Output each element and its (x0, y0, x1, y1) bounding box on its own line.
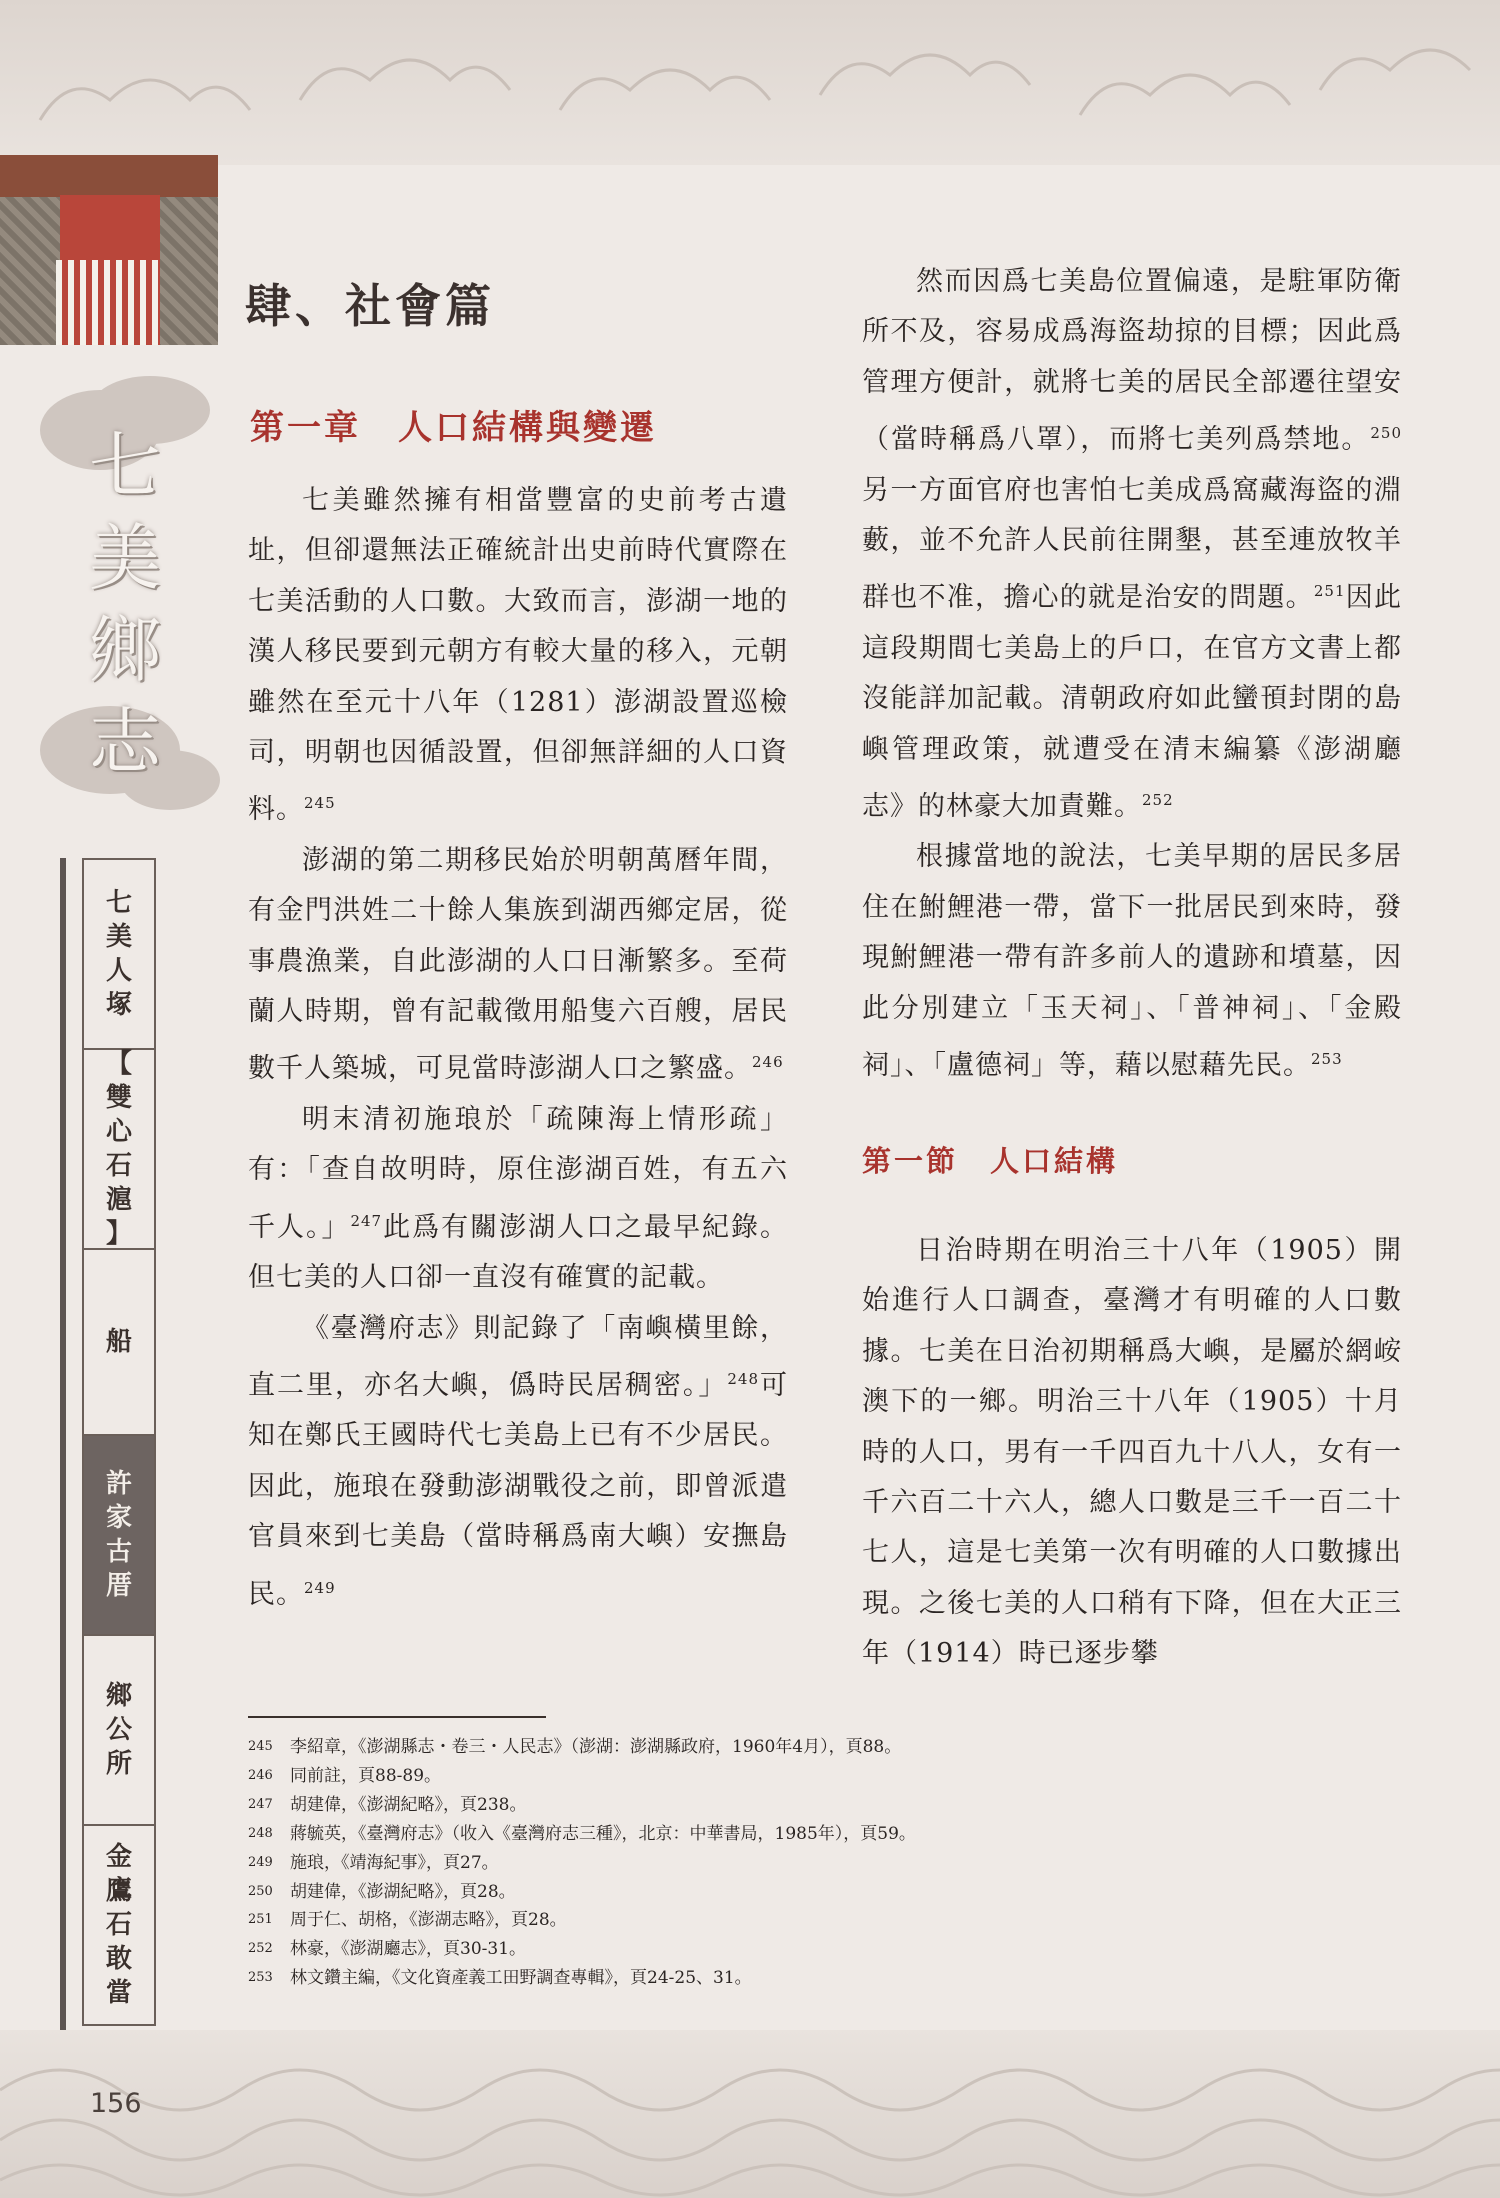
footnote-item (248, 1820, 1148, 1849)
footnote-number: 248 (248, 1825, 273, 1841)
sidebar-accent-bar (60, 858, 66, 2038)
footnote-ref[interactable]: 251 (1313, 582, 1346, 601)
footnote-divider (248, 1716, 546, 1718)
footnote-item (248, 1849, 1148, 1878)
footnote-item (248, 1906, 1148, 1935)
footnote-ref[interactable]: 253 (1311, 1050, 1343, 1069)
footnote-text: 蔣毓英，《臺灣府志》（收入《臺灣府志三種》，北京：中華書局，1985年），頁59。 (290, 1823, 916, 1844)
footnote-text: 同前註，頁88-89。 (290, 1765, 442, 1786)
part-title: 肆、社會篇 (245, 279, 495, 333)
footnote-number: 250 (248, 1883, 273, 1899)
footnote-item (248, 1964, 1148, 1993)
footnote-number: 246 (248, 1767, 273, 1783)
heritage-house-photo (0, 155, 218, 345)
wave-pattern-bottom (0, 2030, 1500, 2198)
paragraph: 根據當地的說法，七美早期的居民多居住在鮒鯉港一帶，當下一批居民到來時，發現鮒鯉港一帶有許多前人的遺跡和墳墓，因此分別建立「玉天祠」、「普神祠」、「金殿祠」、「盧德祠」等，藉以慰藉先民。$^{253}$ (862, 841, 1402, 1082)
paragraph: 《臺灣府志》則記錄了「南嶼橫里餘，直二里，亦名大嶼，僞時民居稠密。」$^{248}$可知在鄭氏王國時代七美島上已有不少居民。因此，施琅在發動澎湖戰役之前，即曾派遣官員來到七美島（當時稱爲南大嶼）安撫島民。$^{249}$ (248, 1312, 789, 1610)
paragraph: 七美雖然擁有相當豐富的史前考古遺址，但卻還無法正確統計出史前時代實際在七美活動的人口數。大致而言，澎湖一地的漢人移民要到元朝方有較大量的移入，元朝雖然在至元十八年（1281）澎湖設置巡檢司，明朝也因循設置，但卻無詳細的人口資料。$^{245}$ (248, 485, 788, 826)
footnote-text: 施琅，《靖海紀事》，頁27。 (290, 1852, 499, 1873)
footnote-ref[interactable]: 250 (1370, 424, 1402, 443)
cloud-pattern-top (0, 0, 1500, 165)
footnote-ref[interactable]: 249 (304, 1578, 336, 1597)
side-tab-boat[interactable]: 船 (84, 1250, 154, 1436)
side-tab-golden-eagle-stone[interactable]: 金 鷹 石 敢 當 (84, 1826, 154, 2026)
book-title-vertical: 七 美 鄉 志 (88, 424, 161, 784)
footnote-text: 林文鑽主編，《文化資產義工田野調查專輯》，頁24-25、31。 (290, 1968, 752, 1989)
page-number: 156 (90, 2088, 142, 2119)
bottom-wave-border (0, 2030, 1500, 2198)
footnote-list (248, 1733, 1148, 1993)
paragraph: 澎湖的第二期移民始於明朝萬曆年間，有金門洪姓二十餘人集族到湖西鄉定居，從事農漁業，自此澎湖的人口日漸繁多。至荷蘭人時期，曾有記載徵用船隻六百艘，居民數千人築城，可見當時澎湖人口之繁盛。$^{246}$ (248, 844, 788, 1085)
top-cloud-border (0, 0, 1500, 165)
footnote-ref[interactable]: 246 (752, 1053, 784, 1072)
footnote-ref[interactable]: 245 (304, 794, 336, 813)
paragraph: 明末清初施琅於「疏陳海上情形疏」有：「查自故明時，原住澎湖百姓，有五六千人。」$^{247}$此爲有關澎湖人口之最早紀錄。但七美的人口卻一直沒有確實的記載。 (248, 1103, 788, 1294)
footnote-item (248, 1791, 1148, 1820)
footnote-ref[interactable]: 248 (727, 1369, 760, 1388)
right-text-column-bottom (862, 1226, 1402, 1680)
footnote-text: 林豪，《澎湖廳志》，頁30-31。 (290, 1939, 527, 1960)
footnote-text: 胡建偉，《澎湖紀略》，頁28。 (290, 1881, 516, 1902)
footnote-text: 周于仁、胡格，《澎湖志略》，頁28。 (290, 1910, 567, 1931)
footnote-item (248, 1878, 1148, 1907)
right-text-column-top (862, 257, 1402, 1092)
footnote-item (248, 1935, 1148, 1964)
footnote-item (248, 1762, 1148, 1791)
chapter-title: 第一章 人口結構與變遷 (250, 408, 657, 448)
footnote-ref[interactable]: 247 (350, 1211, 383, 1230)
section-title: 第一節 人口結構 (862, 1144, 1119, 1178)
side-tab-twin-hearts-weir[interactable]: 【 雙 心 石 滬 】 (84, 1050, 154, 1250)
footnote-number: 253 (248, 1970, 273, 1986)
side-tab-qimei-tomb[interactable]: 七 美 人 塚 (84, 860, 154, 1050)
side-tab-list (82, 858, 156, 2026)
footnote-text: 李紹章，《澎湖縣志・卷三・人民志》（澎湖：澎湖縣政府，1960年4月），頁88。 (290, 1737, 902, 1757)
footnote-number: 251 (248, 1912, 273, 1928)
paragraph: 然而因爲七美島位置偏遠，是駐軍防衛所不及，容易成爲海盜劫掠的目標；因此爲管理方便計，就將七美的居民全部遷往望安（當時稱爲八罩），而將七美列爲禁地。$^{250}$另一方面官府也害怕七美成爲窩藏海盜的淵藪，並不允許人民前往開墾，甚至連放牧羊群也不准，擔心的就是治安的問題。$^{251}$因此這段期間七美島上的戶口，在官方文書上都沒能詳加記載。清朝政府如此蠻頇封閉的島嶼管理政策，就遭受在清末編纂《澎湖廳志》的林豪大加責難。$^{252}$ (862, 266, 1402, 823)
footnote-ref[interactable]: 252 (1142, 791, 1174, 810)
footnote-number: 245 (248, 1739, 273, 1754)
side-tab-township-office[interactable]: 鄉 公 所 (84, 1636, 154, 1826)
side-tab-xu-family-house[interactable]: 許 家 古 厝 (84, 1436, 154, 1636)
footnote-text: 胡建偉，《澎湖紀略》，頁238。 (290, 1794, 527, 1815)
paragraph: 日治時期在明治三十八年（1905）開始進行人口調查，臺灣才有明確的人口數據。七美在日治初期稱爲大嶼，是屬於網峖澳下的一鄉。明治三十八年（1905）十月時的人口，男有一千四百九十八人，女有一千六百二十六人，總人口數是三千一百二十七人，這是七美第一次有明確的人口數據出現。之後七美的人口稍有下降，但在大正三年（1914）時已逐步攀 (862, 1235, 1402, 1670)
footnote-number: 247 (248, 1796, 273, 1812)
left-text-column (248, 476, 788, 1620)
footnote-number: 252 (248, 1941, 273, 1957)
footnote-item (248, 1733, 1148, 1762)
footnote-number: 249 (248, 1854, 273, 1870)
